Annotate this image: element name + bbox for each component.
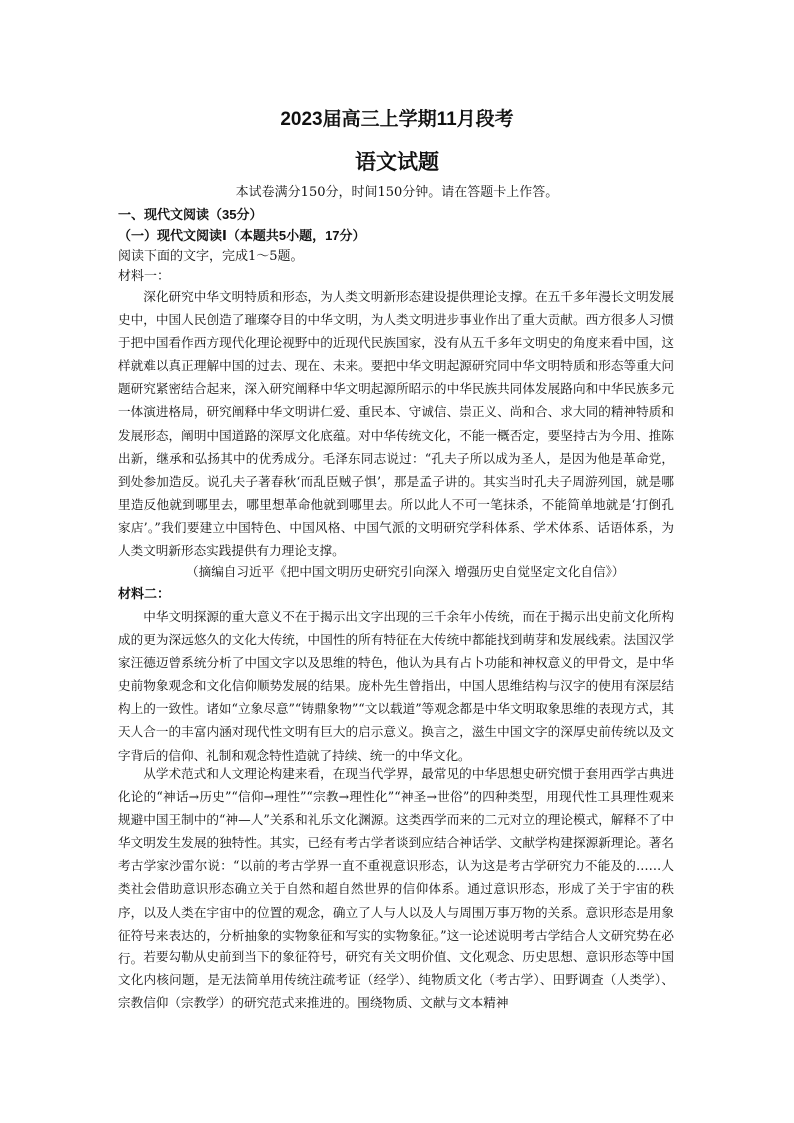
reading-instruction: 阅读下面的文字，完成1～5题。 [118, 249, 304, 264]
material-one-paragraph: 深化研究中华文明特质和形态，为人类文明新形态建设提供理论支撑。在五千多年漫长文明发展史中，中国人民创造了璀璨夺目的中华文明，为人类文明进步事业作出了重大贡献。西方很多人习惯于把中国看作西方现代化理论视野中的近现代民族国家，没有从五千多年文明史的角度来看中国，这样就难以真正理解中国的过去、现在、未来。要把中华文明起源研究同中华文明特质和形态等重大问题研究紧密结合起来，深入研究阐释中华文明起源所昭示的中华民族共同体发展路向和中华民族多元一体演进格局，研究阐释中华文明讲仁爱、重民本、守诚信、崇正义、尚和合、求大同的精神特质和发展形态，阐明中国道路的深厚文化底蕴。对中华传统文化，不能一概否定，要坚持古为今用、推陈出新，继承和弘扬其中的优秀成分。毛泽东同志说过：“孔夫子所以成为圣人，是因为他是革命党，到处参加造反。说孔夫子著春秋‘而乱臣贼子惧’，那是孟子讲的。其实当时孔夫子周游列国，就是哪里造反他就到哪里去，哪里想革命他就到哪里去。所以此人不可一笔抹杀，不能简单地就是‘打倒孔家店’。”我们要建立中国特色、中国风格、中国气派的文明研究学科体系、学术体系、话语体系，为人类文明新形态实践提供有力理论支撑。 [118, 289, 674, 559]
section-heading: 一、现代文阅读（35分） [118, 207, 263, 222]
material-two-paragraph-2: 从学术范式和人文理论构建来看，在现当代学界，最常见的中华思想史研究惯于套用西学古典进化论的“神话→历史”“信仰→理性”“宗教→理性化”“神圣→世俗”的四种类型，用现代性工具理性观来规避中国王制中的“神—人”关系和礼乐文化渊源。这类西学而来的二元对立的理论模式，解释不了中华文明发生发展的独特性。其实，已经有考古学者谈到应结合神话学、文献学构建探源新理论。著名考古学家沙雷尔说：“以前的考古学界一直不重视意识形态，认为这是考古学研究力不能及的……人类社会借助意识形态确立关于自然和超自然世界的信仰体系。通过意识形态，形成了关于宇宙的秩序，以及人类在宇宙中的位置的观念，确立了人与人以及人与周围万事万物的关系。意识形态是用象征符号来表达的，分析抽象的实物象征和写实的实物象征。”这一论述说明考古学结合人文研究势在必行。 [118, 766, 674, 966]
subsection-heading: （一）现代文阅读Ⅰ（本题共5小题，17分） [118, 228, 366, 243]
material-one-source: （摘编自习近平《把中国文明历史研究引向深入 增强历史自觉坚定文化自信》） [186, 564, 625, 579]
material-one-label: 材料一： [118, 269, 171, 284]
subject-title: 语文试题 [355, 151, 439, 174]
material-two-paragraph-3: 若要勾勒从史前到当下的象征符号，研究有关文明价值、文化观念、历史思想、意识形态等中国文化内核问题，是无法简单用传统注疏考证（经学）、纯物质文化（考古学）、田野调查（人类学）、宗教信仰（宗教学）的研究范式来推进的。围绕物质、文献与文本精神 [118, 949, 674, 1011]
material-two-label: 材料二： [118, 586, 171, 601]
material-two-paragraph-1: 中华文明探源的重大意义不在于揭示出文字出现的三千余年小传统，而在于揭示出史前文化所构成的更为深远悠久的文化大传统，中国性的所有特征在大传统中都能找到萌芽和发展线索。法国汉学家汪德迈曾系统分析了中国文字以及思维的特色，他认为具有占卜功能和神权意义的甲骨文，是中华史前物象观念和文化信仰顺势发展的结果。庞朴先生曾指出，中国人思维结构与汉字的使用有深层结构上的一致性。诸如“立象尽意”“铸鼎象物”“文以载道”等观念都是中华文明取象思维的表现方式，其天人合一的丰富内涵对现代性文明有巨大的启示意义。换言之，滋生中国文字的深厚史前传统以及文字背后的信仰、礼制和观念特性造就了持续、统一的中华文化。 [118, 609, 674, 763]
exam-instructions: 本试卷满分150分，时间150分钟。请在答题卡上作答。 [235, 185, 559, 200]
exam-title: 2023届高三上学期11月段考 [280, 109, 514, 130]
